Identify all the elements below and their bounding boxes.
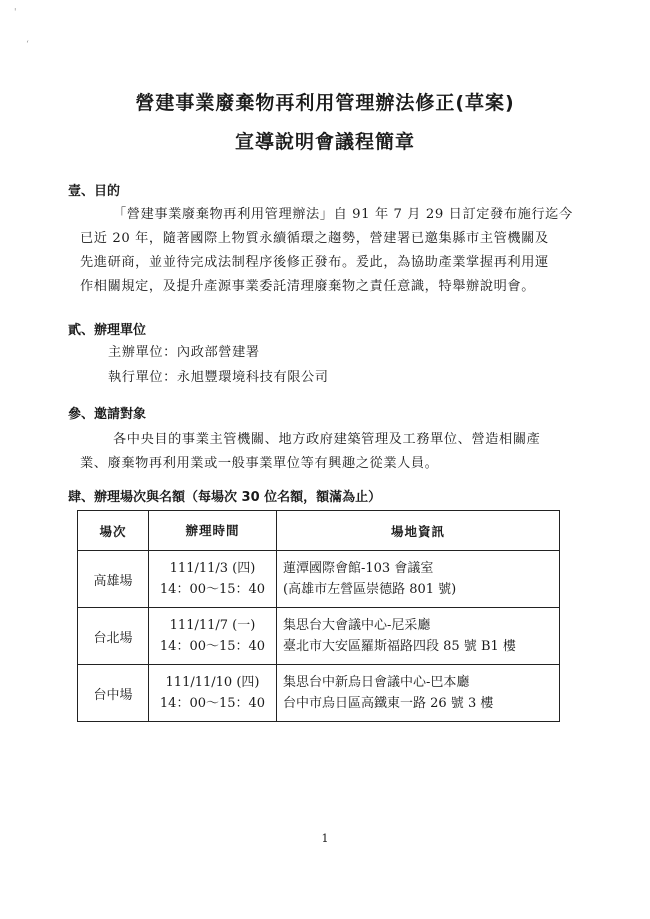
table-row [78, 665, 560, 722]
document-title: 營建事業廢棄物再利用管理辦法修正(草案) [135, 92, 515, 114]
section-heading-purpose: 壹、目的 [68, 184, 121, 199]
section-heading-sessions: 肆、辦理場次與名額（每場次 30 位名額，額滿為止） [68, 490, 382, 505]
venue-address: 台中市烏日區高鐵東一路 26 號 3 樓 [283, 696, 494, 711]
document-subtitle: 宣導說明會議程簡章 [234, 131, 415, 153]
sessions-table [77, 510, 560, 722]
session-date: 111/11/3 (四) [169, 561, 256, 576]
venue-address: (高雄市左營區崇德路 801 號) [283, 582, 457, 597]
executor-text: 執行單位：永旭豐環境科技有限公司 [108, 370, 329, 385]
session-venue [277, 665, 560, 722]
section-heading-invitees: 參、邀請對象 [68, 407, 147, 422]
venue-address: 臺北市大安區羅斯福路四段 85 號 B1 樓 [283, 639, 516, 654]
page-number: 1 [321, 832, 329, 845]
session-name: 高雄場 [78, 551, 149, 608]
session-hours: 14：00～15：40 [159, 639, 266, 654]
table-header-row [78, 511, 560, 551]
table-row [78, 551, 560, 608]
header-time: 辦理時間 [149, 511, 277, 551]
session-date: 111/11/10 (四) [165, 675, 260, 690]
purpose-line-2: 已近 20 年，隨著國際上物質永續循環之趨勢，營建署已邀集縣市主管機關及 [80, 231, 549, 246]
header-venue: 場地資訊 [277, 511, 560, 551]
invitees-line-1: 各中央目的事業主管機關、地方政府建築管理及工務單位、營造相關產 [113, 432, 541, 447]
session-hours: 14：00～15：40 [159, 696, 266, 711]
organizer-text: 主辦單位：內政部營建署 [108, 345, 260, 360]
table-row [78, 608, 560, 665]
session-hours: 14：00～15：40 [159, 582, 266, 597]
session-time [149, 608, 277, 665]
session-venue [277, 551, 560, 608]
section-heading-units: 貳、辦理單位 [68, 323, 147, 338]
invitees-line-2: 業、廢棄物再利用業或一般事業單位等有興趣之從業人員。 [80, 456, 439, 471]
session-name: 台中場 [78, 665, 149, 722]
purpose-line-1: 「營建事業廢棄物再利用管理辦法」自 91 年 7 月 29 日訂定發布施行迄今 [113, 207, 573, 222]
venue-name: 集思台大會議中心-尼采廳 [283, 618, 431, 633]
header-session: 場次 [78, 511, 149, 551]
session-name: 台北場 [78, 608, 149, 665]
session-time [149, 665, 277, 722]
venue-name: 蓮潭國際會館-103 會議室 [283, 561, 434, 576]
scan-mark: ‘ [26, 40, 29, 50]
purpose-line-3: 先進研商，並並待完成法制程序後修正發布。爰此，為協助產業掌握再利用運 [80, 255, 549, 270]
session-venue [277, 608, 560, 665]
scan-mark: ' [14, 8, 17, 18]
session-time [149, 551, 277, 608]
purpose-line-4: 作相關規定，及提升產源事業委託清理廢棄物之責任意識，特舉辦說明會。 [80, 279, 535, 294]
session-date: 111/11/7 (一) [169, 618, 256, 633]
venue-name: 集思台中新烏日會議中心-巴本廳 [283, 675, 470, 690]
